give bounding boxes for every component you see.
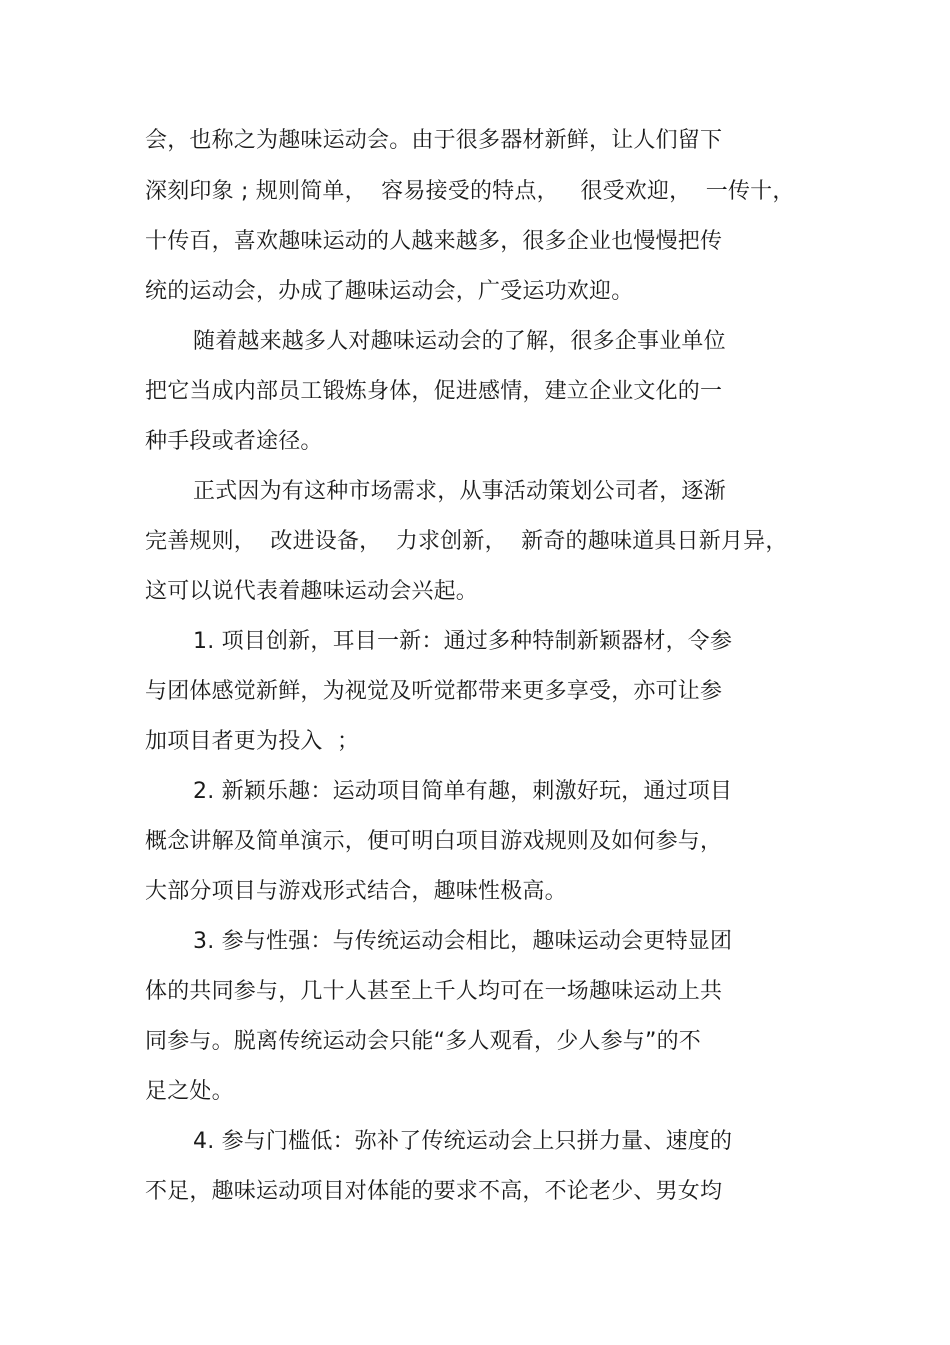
text-line: 把它当成内部员工锻炼身体，促进感情，建立企业文化的一: [145, 379, 723, 404]
text-line: 1. 项目创新，耳目一新：通过多种特制新颖器材，令参: [193, 629, 733, 654]
text-line: 完善规则， 改进设备， 力求创新， 新奇的趣味道具日新月异，: [145, 529, 788, 554]
text-line: 同参与。脱离传统运动会只能“多人观看，少人参与”的不: [145, 1029, 701, 1054]
text-line: 统的运动会，办成了趣味运动会，广受运功欢迎。: [145, 279, 634, 304]
text-line: 深刻印象 ; 规则简单， 容易接受的特点， 很受欢迎， 一传十，: [145, 179, 795, 204]
text-line: 十传百，喜欢趣味运动的人越来越多，很多企业也慢慢把传: [145, 229, 723, 254]
text-line: 不足，趣味运动项目对体能的要求不高，不论老少、男女均: [145, 1179, 723, 1204]
text-line: 4. 参与门槛低：弥补了传统运动会上只拼力量、速度的: [193, 1129, 733, 1154]
text-line: 会，也称之为趣味运动会。由于很多器材新鲜，让人们留下: [145, 128, 723, 153]
text-line: 与团体感觉新鲜，为视觉及听觉都带来更多享受，亦可让参: [145, 679, 723, 704]
text-line: 概念讲解及简单演示，便可明白项目游戏规则及如何参与，: [145, 829, 723, 854]
text-line: 种手段或者途径。: [145, 429, 323, 454]
text-line: 足之处。: [145, 1079, 234, 1104]
text-line: 正式因为有这种市场需求，从事活动策划公司者，逐渐: [193, 479, 726, 504]
text-line: 随着越来越多人对趣味运动会的了解，很多企事业单位: [193, 329, 726, 354]
text-line: 2. 新颖乐趣：运动项目简单有趣，刺激好玩，通过项目: [193, 779, 733, 804]
text-line: 大部分项目与游戏形式结合，趣味性极高。: [145, 879, 567, 904]
text-line: 体的共同参与，几十人甚至上千人均可在一场趣味运动上共: [145, 979, 723, 1004]
text-line: 3. 参与性强：与传统运动会相比，趣味运动会更特显团: [193, 929, 733, 954]
text-line: 这可以说代表着趣味运动会兴起。: [145, 579, 479, 604]
text-line: 加项目者更为投入 ；: [145, 729, 360, 754]
